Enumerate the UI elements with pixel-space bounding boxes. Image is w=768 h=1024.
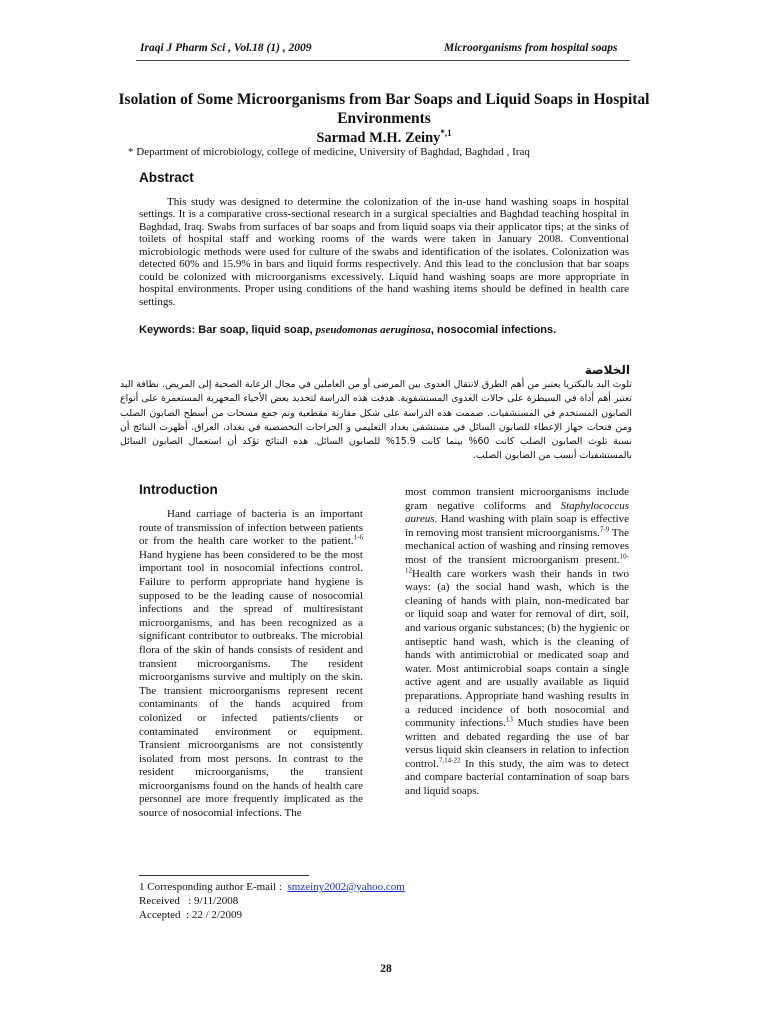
abstract-body (139, 196, 629, 308)
page-number: 28 (380, 963, 392, 975)
citation-ref: 10-12 (405, 552, 629, 574)
footnotes (139, 880, 405, 922)
running-title: Microorganisms from hospital soaps (444, 42, 618, 54)
text-run: The mechanical action of washing and rinsing removes most of the transient microorganism present. (405, 526, 629, 566)
citation-ref: 7,14-22 (438, 756, 461, 765)
text-run: Health care workers wash their hands in two ways: (a) the social hand wash, which is the cleaning of hands with plain, non-medicated bar or liquid soap and water for removal of dirt, soil, and various organic substances; (b) the hygienic or antiseptic hand wash, which is the cleaning of hands with antimicrobial or medicated soap and water. Most antimicrobial soaps contain a single active agent and are usually available as liquid preparations. Appropriate hand washing results in a reduced incidence of both nosocomial and community infections. (405, 567, 629, 730)
arabic-abstract-body (120, 378, 632, 464)
introduction-heading: Introduction (139, 482, 218, 497)
header-rule (136, 60, 630, 61)
introduction-left-column (139, 508, 363, 821)
abstract-text: This study was designed to determine the colonization of the in-use hand washing soaps in hospital settings. It is a comparative cross-sectional research in a surgical specialties and Baghdad teaching hospital in Baghdad, Iraq. Swabs from surfaces of bar soaps and from liquid soaps via their applicator tips; at the sinks of toilets of hospital staff and working rooms of the wards were taken in January 2008. Conventional microbiologic methods were used for culture of the swabs and identification of the isolates. Colonization was detected 60% and 15.9% in bars and liquid forms respectively. And this lead to the conclusion that bar soaps could be colonized with microorganisms excessively. Liquid hand washing soaps are more appropriate in hospital environments. Proper using conditions of the hand washing items should be defined in health care settings. (139, 196, 629, 308)
author-name: Sarmad M.H. Zeiny (316, 129, 441, 146)
keywords (139, 324, 629, 336)
text-run: Hand hygiene has been considered to be the most important tool in nosocomial infections control. Failure to perform appropriate hand hygiene is supposed to be the leading cause of nosocomial infections and the spread of multiresistant microorganisms, and has been recognized as a significant contributor to outbreaks. The microbial flora of the skin of hands consists of resident and transient microorganisms. The resident microorganisms survive and multiply on the skin. The transient microorganisms represent recent contaminants of the hands acquired from colonized or infected patients/clients or contaminated environment or equipment. Transient microorganisms are not consistently isolated from most persons. In contrast to the resident microorganisms, the transient microorganisms found on the hands of health care personnel are more frequently implicated as the source of nosocomial infections. The (139, 548, 363, 820)
keywords-italic: pseudomonas aeruginosa (315, 324, 431, 336)
footnote-rule (139, 875, 309, 876)
paper-title: Isolation of Some Microorganisms from Bar Soaps and Liquid Soaps in Hospital Environments (118, 91, 650, 127)
keywords-part: Bar soap, liquid soap, (195, 324, 316, 336)
journal-citation: Iraqi J Pharm Sci , Vol.18 (1) , 2009 (140, 42, 312, 54)
text-run: In this study, the aim was to detect and compare bacterial contamination of soap bars and liquid soaps. (405, 757, 629, 798)
italic-run: Staphylococcus aureus (405, 499, 629, 526)
accepted-label: Accepted (139, 909, 181, 921)
citation-ref: 13 (505, 715, 513, 724)
email-link[interactable]: smzeiny2002@yahoo.com (287, 881, 405, 893)
corresponding-author (139, 880, 405, 894)
received-label: Received (139, 895, 180, 907)
arabic-abstract-heading: الخلاصة (584, 363, 630, 377)
citation-ref: 7-9 (599, 525, 610, 534)
text-run: Hand carriage of bacteria is an important route of transmission of infection between patients or from the health care worker to the patient. (139, 508, 363, 548)
received-date (139, 894, 405, 908)
introduction-paragraph (139, 508, 363, 821)
abstract-heading: Abstract (139, 170, 194, 185)
keywords-part: , nosocomial infections. (430, 324, 557, 336)
author-mark: *,1 (440, 128, 452, 138)
citation-ref: 1-6 (353, 533, 363, 542)
introduction-paragraph (405, 486, 629, 799)
introduction-right-column (405, 486, 629, 799)
text-run: most common transient microorganisms include gram negative coliforms and (405, 486, 629, 512)
received-value: : 9/11/2008 (188, 895, 239, 907)
author-line (100, 128, 668, 147)
text-run: . Hand washing with plain soap is effective in removing most transient microorganisms. (405, 513, 629, 539)
affiliation: * Department of microbiology, college of medicine, University of Baghdad, Baghdad , Iraq (128, 146, 530, 158)
arabic-abstract-text: تلوث اليد بالبكتريا يعتبر من أهم الطرق لانتقال العدوى بين المرضى أو من العاملين في مجال الرعاية الصحية إلى المريض. نظافة اليد تعتبر أهم أداة في السيطرة على حالات العدوى المستشفوية. هدفت هذه الدراسة لتحديد بعض الأحياء المجهرية المستعمرة على أنواع الصابون المستخدم في المستشفيات. صممت هذه الدراسة على شكل مقارنة مقطعية وتم جمع مسحات من أسطح الصابون الصلب ومن فتحات جهاز الإعطاء للصابون السائل في مستشفى بغداد التعليمي و الجراحات التخصصية في بغداد، العراق. أظهرت النتائج أن نسبة تلوث الصابون الصلب كانت 60% بينما كانت 15.9% للصابون السائل. هذه النتائج تؤكد أن استعمال الصابون السائل بالمستشفيات أنسب من الصابون الصلب. (120, 379, 633, 462)
keywords-label: Keywords: (139, 324, 196, 336)
accepted-date (139, 908, 405, 922)
text-run: Much studies have been written and debated regarding the use of bar versus liquid skin cleansers in relation to infection control. (405, 717, 630, 770)
accepted-value: : 22 / 2/2009 (186, 909, 242, 921)
corresponding-label: 1 Corresponding author E-mail : (139, 881, 282, 893)
